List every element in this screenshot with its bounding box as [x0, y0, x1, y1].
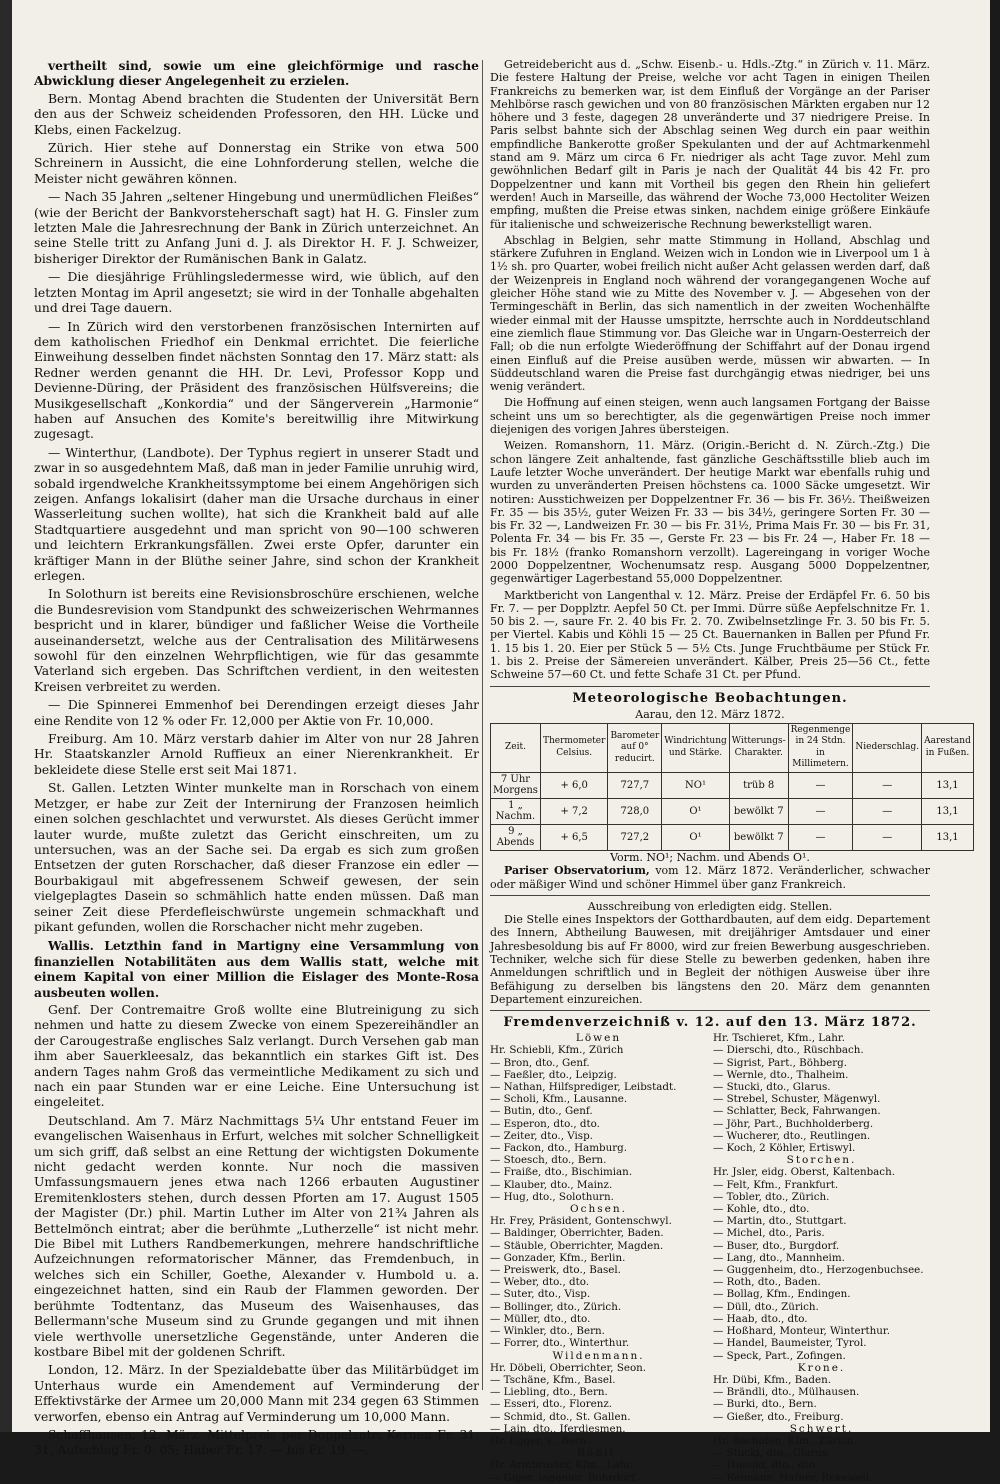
ausschreibung-text: Die Stelle eines Inspektors der Gotthardbauten, auf dem eidg. Departement des Innern, Abtheilung Bauwesen, mit dreijähriger Amtsdauer und einer Jahresbesoldung bis auf Fr 8000, wird zur freien Bewerbung ausgeschrieben. Techniker, welche sich für diese Stelle zu bewerben gedenken, haben ihre Anmeldungen schriftlich und in Begleit der nöthigen Ausweise über ihre Befähigung zu derselben bis längstens den 20. März dem genannten Departement einzureichen.: [490, 913, 930, 1006]
guest-entry: — Preiswerk, dto., Basel.: [490, 1264, 621, 1277]
guest-entry: Hr. Jsler, eidg. Oberst, Kaltenbach.: [713, 1166, 895, 1179]
meteo-cell: O¹: [662, 824, 730, 850]
article-paragraph: vertheilt sind, sowie um eine gleichförmige und rasche Abwicklung dieser Angelegenheit zu erzielen.: [34, 58, 479, 89]
guest-entry: Hr. Bachofen, Kfm., Zürich.: [713, 1434, 857, 1447]
guest-entry: — Buser, dto., Burgdorf.: [713, 1239, 840, 1252]
guest-entry: — Fraiße, dto., Bischimian.: [490, 1166, 633, 1179]
guest-entry: — Brändli, dto., Mülhausen.: [713, 1386, 860, 1399]
meteo-cell: —: [853, 772, 922, 798]
guest-entry: — Hunold, dto., dto.: [713, 1459, 819, 1472]
meteo-row: [491, 798, 974, 824]
article-paragraph: In Solothurn ist bereits eine Revisionsbroschüre erschienen, welche die Bundesrevision vom Standpunkt des schweizerischen Wehrmannes bespricht und in klarer, bündiger und faßlicher Weise die Vortheile auseinandersetzt, welche aus der Centralisation des Militärwesens sowohl für den einzelnen Wehrpflichtigen, wie für das gesammte Vaterland sich ergeben. Das Schriftchen verdient, in den weitesten Kreisen verbreitet zu werden.: [34, 587, 479, 694]
guest-list-2: [713, 1032, 930, 1484]
guest-entry: — Faeßler, dto., Leipzig.: [490, 1068, 617, 1081]
article-paragraph: — In Zürich wird den verstorbenen französischen Internirten auf dem katholischen Friedhof ein Denkmal errichtet. Die feierliche Einweihung desselben findet nächsten Sonntag den 17. März statt: als Redner werden genannt die HH. Dr. Levi, Professor Kopp und Devienne-Düring, der Präsident des französischen Hülfsvereins; die Musikgesellschaft „Konkordia“ und der Sängerverein „Harmonie“ haben auf Ansuchen des Komite's bereitwillig ihre Mitwirkung zugesagt.: [34, 319, 479, 442]
guest-entry: — Klauber, dto., Mainz.: [490, 1178, 613, 1191]
meteo-cell: 9 „ Abends: [491, 824, 541, 850]
guest-entry: — Roth, dto., Baden.: [713, 1276, 821, 1289]
guest-entry: — Dierschi, dto., Rüschbach.: [713, 1044, 864, 1057]
guest-entry: — Kohle, dto., dto.: [713, 1203, 810, 1216]
article-paragraph: Marktbericht von Langenthal v. 12. März. Preise der Erdäpfel Fr. 6. 50 bis Fr. 7. — per Dopplztr. Aepfel 50 Ct. per Immi. Dürre süße Aepfelschnitze Fr. 1. 50 bis 2. —, saure Fr. 2. 40 bis Fr. 2. 70. Zwibelnsetzlinge Fr. 3. 50 bis Fr. 5. per Viertel. Kabis und Köhli 15 — 25 Ct. Bauernanken in Ballen per Pfund Fr. 1. 15 bis 1. 20. Eier per Stück 5 — 5½ Cts. Junge Fruchtbäume per Stück Fr. 1. bis 2. Preise der Sämereien unverändert. Kälber, Preis 25—56 Ct., fette Schweine 57—60 Ct. und fette Schafe 31 Ct. per Pfund.: [490, 588, 930, 682]
article-paragraph: — Die diesjährige Frühlingsledermesse wird, wie üblich, auf den letzten Montag im April angesetzt; sie wird in der Tonhalle abgehalten und drei Tage dauern.: [34, 270, 479, 316]
guest-entry: — Bron, dto., Genf.: [490, 1056, 590, 1069]
meteo-cell: —: [788, 824, 853, 850]
article-paragraph: Wallis. Letzthin fand in Martigny eine Versammlung von finanziellen Notabilitäten aus dem Wallis statt, welche mit einem Kapital von einer Million die Eislager des Monte-Rosa ausbeuten wollen.: [34, 938, 479, 1000]
meteo-cell: —: [853, 798, 922, 824]
guest-entry: — Speck, Part., Zofingen.: [713, 1349, 846, 1362]
guest-entry: — Düll, dto., Zürich.: [713, 1300, 819, 1313]
guest-entry: — Bollag, Kfm., Endingen.: [713, 1288, 851, 1301]
guest-entry: — Fackon, dto., Hamburg.: [490, 1142, 627, 1155]
guest-entry: — Gonzader, Kfm., Berlin.: [490, 1251, 626, 1264]
hotel-name: Schwert.: [789, 1422, 854, 1435]
article-paragraph: Abschlag in Belgien, sehr matte Stimmung in Holland, Abschlag und stärkere Zufuhren in England. Weizen wich in London wie in Liverpool um 1 à 1½ sh. pro Quarter, wobei freilich nicht außer Acht gelassen werden darf, daß der Weizenpreis in England noch während der vorangegangenen Woche auf gleicher Höhe stand wie zu Mitte des November v. J. — Abgesehen von der Termingeschäft in Berlin, das sich namentlich in der zweiten Wochenhälfte wieder einmal mit der Hausse umspitzte, herrschte auch in Norddeutschland eine ziemlich flaue Stimmung vor. Das Gleiche war in Ungarn-Oesterreich der Fall; ob die nun erfolgte Wiederöffnung der Schiffahrt auf der Donau irgend einen Einfluß auf die Preise ausüben werde, müssen wir abwarten. — In Süddeutschland waren die Preise fast durchgängig etwas niedriger, bei uns wenig verändert.: [490, 233, 930, 394]
paris-heading: Pariser Observatorium,: [504, 864, 650, 878]
meteo-cell: + 6,5: [540, 824, 608, 850]
article-paragraph: Deutschland. Am 7. März Nachmittags 5¼ Uhr entstand Feuer im evangelischen Waisenhaus in Erfurt, welches mit solcher Schnelligkeit um sich griff, daß selbst an eine Rettung der wichtigsten Dokumente nicht gedacht werden konnte. Nur noch die massiven Umfassungsmauern jenes etwa nach 1266 erbauten Augustiner Eremitenklosters stehen, durch dessen Pforten am 17. August 1505 der Magister (Dr.) phil. Martin Luther im Alter von 21¾ Jahren als Bettelmönch eintrat; aber die berühmte „Lutherzelle“ ist nicht mehr. Die Bibel mit Luthers Randbemerkungen, mehrere handschriftliche Aufzeichnungen reformatorischer Männer, das Fremdenbuch, in welches sich ein Schiller, Goethe, Alexander v. Humbold u. a. eingezeichnet hatten, sind ein Raub der Flammen geworden. Der berühmte Todtentanz, das Museum des Waisenhauses, das Bellermann'sche Museum sind zu Grunde gegangen und mit ihnen viele werthvolle unersetzliche Gegenstände, unter Anderen die kostbare Bibel mit der goldenen Schrift.: [34, 1113, 479, 1359]
article-paragraph: Die Hoffnung auf einen steigen, wenn auch langsamen Fortgang der Baisse scheint uns um so berechtigter, als die gegenwärtigen Preise noch immer diejenigen des vorigen Jahres übersteigen.: [490, 396, 930, 437]
meteo-cell: 13,1: [922, 798, 974, 824]
meteo-table: [490, 723, 974, 851]
guest-entry: Hr. Döbeli, Oberrichter, Seon.: [490, 1361, 647, 1374]
meteo-cell: —: [788, 798, 853, 824]
fremden-title: Fremdenverzeichniß v. 12. auf den 13. März 1872.: [503, 1015, 917, 1031]
meteo-header-cell: Thermometer Celsius.: [540, 723, 608, 772]
hotel-name: Ochsen.: [570, 1203, 627, 1216]
scan-edge: [0, 0, 12, 1432]
guest-entry: — Lang, dto., Mannheim.: [713, 1251, 845, 1264]
meteo-cell: 727,7: [608, 772, 662, 798]
meteo-title: Meteorologische Beobachtungen.: [572, 690, 848, 706]
guest-entry: — Jöhr, Part., Buchholderberg.: [713, 1117, 874, 1130]
meteo-cell: 728,0: [608, 798, 662, 824]
meteo-cell: —: [853, 824, 922, 850]
market-reports: [490, 58, 930, 682]
meteo-row: [491, 824, 974, 850]
guest-entry: — Bollinger, dto., Zürich.: [490, 1300, 622, 1313]
ausschreibung-title: Ausschreibung von erledigten eidg. Stellen.: [587, 899, 833, 913]
guest-entry: — Haab, dto., dto.: [713, 1312, 808, 1325]
guest-entry: — Nathan, Hilfsprediger, Leibstadt.: [490, 1081, 677, 1094]
meteo-cell: O¹: [662, 798, 730, 824]
guest-entry: — Stoesch, dto., Bern.: [490, 1154, 607, 1167]
meteo-cell: —: [788, 772, 853, 798]
article-paragraph: London, 12. März. In der Spezialdebatte über das Militärbüdget im Unterhaus wurde ein Amendement auf Verminderung der Effektivstärke der Armee um 20,000 Mann mit 234 gegen 63 Stimmen verworfen, ebenso ein Antrag auf Verminderung um 10,000 Mann.: [34, 1363, 479, 1424]
article-paragraph: St. Gallen. Letzten Winter munkelte man in Rorschach von einem Metzger, er habe zur Zeit der Internirung der Franzosen heimlich einen solchen geschlachtet und verwurstet. Als dieses Gerücht immer lauter wurde, mußte zuletzt das Gericht einschreiten, um zu untersuchen, was an der Sache sei. Da ergab es sich zum großen Entsetzen der guten Rorschacher, daß dieser Franzose ein edler — Bourbakigaul mit abgefressenem Schweif gewesen, der sein vielgeplagtes Dasein so schmählich hatte enden müssen. Daß man seiner Zeit diese Pferdefleischwürste ungemein schmackhaft und pikant gefunden, wollen die Rorschacher nicht mehr zugeben.: [34, 781, 479, 934]
article-paragraph: Schaffhausen, 12. März. Mittelpreis per Doppelzntr: Kernen Fr. 31. 31, Aufschlag Fr. 0. 05; Haber Fr. 17. — bis Fr. 19. —.: [34, 1427, 479, 1458]
guest-entry: — Weber, dto., dto.: [490, 1276, 590, 1289]
article-paragraph: — Die Spinnerei Emmenhof bei Derendingen erzeigt dieses Jahr eine Rendite von 12 % oder Fr. 12,000 per Aktie von Fr. 10,000.: [34, 698, 479, 728]
meteo-cell: NO¹: [662, 772, 730, 798]
meteo-cell: + 6,0: [540, 772, 608, 798]
guest-entry: — Burki, dto., Bern.: [713, 1398, 817, 1411]
guest-entry: — Schmid, dto., St. Gallen.: [490, 1410, 631, 1423]
meteo-subtitle: Aarau, den 12. März 1872.: [635, 707, 785, 721]
guest-entry: — Guggenheim, dto., Herzogenbuchsee.: [713, 1264, 924, 1277]
guest-entry: — Forrer, dto., Winterthur.: [490, 1337, 630, 1350]
guest-entry: — Hoßhard, Monteur, Winterthur.: [713, 1325, 890, 1338]
guest-entry: — Butin, dto., Genf.: [490, 1105, 593, 1118]
guest-entry: — Giger, Ingenier, Rohrdorf.: [490, 1471, 638, 1484]
meteo-cell: 7 Uhr Morgens: [491, 772, 541, 798]
guest-entry: Hr. Dübi, Kfm., Baden.: [713, 1373, 832, 1386]
article-paragraph: Genf. Der Contremaitre Groß wollte eine Blutreinigung zu sich nehmen und hatte zu diesem Zwecke von einem Spezereihändler an der Carougestraße englisches Salz verlangt. Durch Versehen gab man ihm aber Sauerkleesalz, das bekanntlich ein starkes Gift ist. Des andern Tages nahm Groß das vermeintliche Medikament zu sich und nach ein paar Stunden war er eine Leiche. Eine Untersuchung ist eingeleitet.: [34, 1002, 479, 1110]
right-column: [490, 58, 971, 1484]
hotel-name: Löwen: [575, 1032, 622, 1045]
hotel-name: Krone.: [797, 1361, 846, 1374]
meteo-cell: bewölkt 7: [729, 798, 788, 824]
divider: [490, 686, 930, 687]
guest-entry: — Winkler, dto., Bern.: [490, 1325, 605, 1338]
meteo-cell: 727,2: [608, 824, 662, 850]
guest-entry: — Felt, Kfm., Frankfurt.: [713, 1178, 839, 1191]
guest-entry: — Zeiter, dto., Visp.: [490, 1129, 593, 1142]
guest-entry: — Stucki, dto., Glarus.: [713, 1447, 831, 1460]
guest-entry: — Tobler, dto., Zürich.: [713, 1190, 830, 1203]
guest-entry: — Stäuble, Oberrichter, Magden.: [490, 1239, 664, 1252]
meteo-row: [491, 772, 974, 798]
guest-entry: — Reimann, Hafner, Rekeweil.: [713, 1471, 873, 1484]
article-paragraph: — Winterthur, (Landbote). Der Typhus regiert in unserer Stadt und zwar in so ausgedehntem Maß, daß man in jeder Familie unruhig wird, sobald irgendwelche Krankheitssymptome bei einem Angehörigen sich zeigen. Anfangs lokalisirt (daher man die Ursache durchaus in einer Wasserleitung suchen wollte), hat sich die Krankheit bald auf alle Stadtquartiere ausgedehnt und man spricht von 90—100 schweren und leichtern Erkrankungsfällen. Zwei erste Opfer, darunter ein kräftiger Mann in der Blüthe seiner Jahre, sind schon der Krankheit erlegen.: [34, 445, 479, 583]
guest-entry: — Schlatter, Beck, Fahrwangen.: [713, 1105, 881, 1118]
meteo-cell: 13,1: [922, 824, 974, 850]
hotel-name: Wildenmann.: [552, 1349, 645, 1362]
guest-entry: — Esseri, dto., Florenz.: [490, 1398, 613, 1411]
guest-entry: Hr. Tschieret, Kfm., Lahr.: [713, 1032, 845, 1045]
guest-entry: Hr. Schiebli, Kfm., Zürich: [490, 1044, 624, 1057]
guest-entry: — Sigrist, Part., Böhberg.: [713, 1056, 848, 1069]
divider: [490, 895, 930, 896]
guest-entry: — Handel, Baumeister, Tyrol.: [713, 1337, 867, 1350]
guest-entry: — Scholi, Kfm., Lausanne.: [490, 1093, 628, 1106]
meteo-header-cell: Aarestand in Fußen.: [922, 723, 974, 772]
left-column: [34, 58, 479, 1458]
article-paragraph: Zürich. Hier stehe auf Donnerstag ein Strike von etwa 500 Schreinern in Aussicht, die eine Lohnforderung stellen, welche die Meister nicht gewähren können.: [34, 141, 479, 186]
guest-list-1: [490, 1032, 707, 1484]
guest-entry: — Koch, 2 Köhler, Ertiswyl.: [713, 1142, 856, 1155]
meteo-header-cell: Barometer auf 0° reducirt.: [608, 723, 662, 772]
ausschreibung-section: [490, 900, 930, 1006]
guest-entry: — Martin, dto., Stuttgart.: [713, 1215, 847, 1228]
guest-entry: — Wucherer, dto., Reutlingen.: [713, 1129, 871, 1142]
article-paragraph: Freiburg. Am 10. März verstarb dahier im Alter von nur 28 Jahren Hr. Staatskanzler Arnold Ruffieux an einer Nierenkrankheit. Er bekleidete diese Stelle erst seit Mai 1871.: [34, 732, 479, 777]
guest-entry: — Hug, dto., Solothurn.: [490, 1190, 614, 1203]
guest-entry: — Tschäne, Kfm., Basel.: [490, 1373, 616, 1386]
meteo-cell: trüb 8: [729, 772, 788, 798]
meteo-header-cell: Windrichtung und Stärke.: [662, 723, 730, 772]
meteo-wind-note: Vorm. NO¹; Nachm. und Abends O¹.: [610, 850, 810, 864]
meteo-header-cell: Witterungs-Charakter.: [729, 723, 788, 772]
guest-entry: Hr. Egger, v., Bern.: [490, 1434, 590, 1447]
meteo-cell: 13,1: [922, 772, 974, 798]
guest-entry: Hr. Frey, Präsident, Gontenschwyl.: [490, 1215, 672, 1228]
meteo-header-cell: Zeit.: [491, 723, 541, 772]
guest-entry: — Suter, dto., Visp.: [490, 1288, 591, 1301]
guest-entry: — Wernle, dto., Thalheim.: [713, 1068, 849, 1081]
newspaper-page: [12, 0, 990, 1484]
hotel-name: Storchen.: [786, 1154, 857, 1167]
guest-entry: — Gießer, dto., Freiburg.: [713, 1410, 844, 1423]
paris-text: vom 12. März 1872. Veränderlicher, schwacher oder mäßiger Wind und schöner Himmel über ganz Frankreich.: [490, 864, 930, 891]
divider: [490, 1010, 930, 1011]
column-rule: [482, 60, 483, 1390]
meteo-cell: bewölkt 7: [729, 824, 788, 850]
guest-entry: — Baldinger, Oberrichter, Baden.: [490, 1227, 664, 1240]
article-paragraph: Getreidebericht aus d. „Schw. Eisenb.- u. Hdls.-Ztg.“ in Zürich v. 11. März. Die festere Haltung der Preise, welche vor acht Tagen in einigen Theilen Frankreichs zu bemerken war, ist dem Einfluß der Vorgänge an der Pariser Mehlbörse rasch gewichen und von 80 französischen Märkten ergaben nur 12 höhere und 3 feste, dagegen 28 unveränderte und 37 niedrigere Preise. In Paris selbst bahnte sich der Abschlag seinen Weg durch ein paar weithin empfindliche Bankerotte großer Spekulanten und der auf Achtmarkenmehl stand am 9. März um circa 6 Fr. niedriger als acht Tage zuvor. Mehl zum gewöhnlichen Bedarf gilt in Paris je nach der Qualität 44 bis 42 Fr. pro Doppelzentner und kann mit Vortheil bis gegen den Rhein hin geliefert werden! Auch in Marseille, das während der Woche 73,000 Hectoliter Weizen empfing, mußten die Preise etwas sinken, nachdem einige größere Einkäufe für italienische und schweizerische Rechnung bewerkstelligt waren.: [490, 58, 930, 231]
guest-entry: — Michel, dto., Paris.: [713, 1227, 825, 1240]
hotel-name: Rößli.: [576, 1447, 621, 1460]
meteo-header-cell: Niederschlag.: [853, 723, 922, 772]
article-paragraph: Bern. Montag Abend brachten die Studenten der Universität Bern den aus der Schweiz scheidenden Professoren, den HH. Lücke und Klebs, einen Fackelzug.: [34, 91, 479, 137]
guest-entry: — Müller, dto., dto.: [490, 1312, 591, 1325]
article-paragraph: — Nach 35 Jahren „seltener Hingebung und unermüdlichen Fleißes“ (wie der Bericht der Bankvorsteherschaft sagt) hat H. G. Finsler zum letzten Male die Jahresrechnung der Bank in Zürich unterzeichnet. An seine Stelle tritt zu Anfang Juni d. J. als Direktor H. F. J. Schweizer, bisheriger Direktor der Rumänischen Bank in Galatz.: [34, 190, 479, 266]
guest-entry: — Liebling, dto., Bern.: [490, 1386, 608, 1399]
meteo-cell: 1 „ Nachm.: [491, 798, 541, 824]
meteo-section: [490, 690, 971, 891]
guest-entry: — Strebel, Schuster, Mägenwyl.: [713, 1093, 881, 1106]
meteo-header-cell: Regenmenge in 24 Stdn. in Millimetern.: [788, 723, 853, 772]
guest-entry: — Esperon, dto., dto.: [490, 1117, 600, 1130]
fremden-section: [490, 1015, 930, 1484]
guest-entry: — Stucki, dto., Glarus.: [713, 1081, 831, 1094]
article-paragraph: Weizen. Romanshorn, 11. März. (Origin.-Bericht d. N. Zürch.-Ztg.) Die schon längere Zeit anhaltende, fast gänzliche Geschäftsstille blieb auch im Laufe letzter Woche unverändert. Der heutige Markt war ebenfalls ruhig und wurden zu unveränderten Preisen höchstens ca. 1000 Säcke umgesetzt. Wir notiren: Ausstichweizen per Doppelzentner Fr. 36 — bis Fr. 36½. Theißweizen Fr. 35 — bis 35½, guter Weizen Fr. 33 — bis 34½, geringere Sorten Fr. 30 — bis Fr. 32 —, Landweizen Fr. 30 — bis Fr. 31½, Prima Mais Fr. 30 — bis Fr. 31, Polenta Fr. 34 — bis Fr. 35 —, Gerste Fr. 23 — bis Fr. 24 —, Haber Fr. 18 — bis Fr. 18½ (franko Romanshorn verzollt). Lagereingang in voriger Woche 2000 Doppelzentner, Wochenumsatz resp. Ausgang 5000 Doppelzentner, gegenwärtiger Lagerbestand 55,000 Doppelzentner.: [490, 439, 930, 586]
guest-entry: Hr. Armbruster, Kfm., Lahr.: [490, 1459, 634, 1472]
guest-entry: — Lain, dto., Iferdiesmen.: [490, 1422, 626, 1435]
meteo-cell: + 7,2: [540, 798, 608, 824]
